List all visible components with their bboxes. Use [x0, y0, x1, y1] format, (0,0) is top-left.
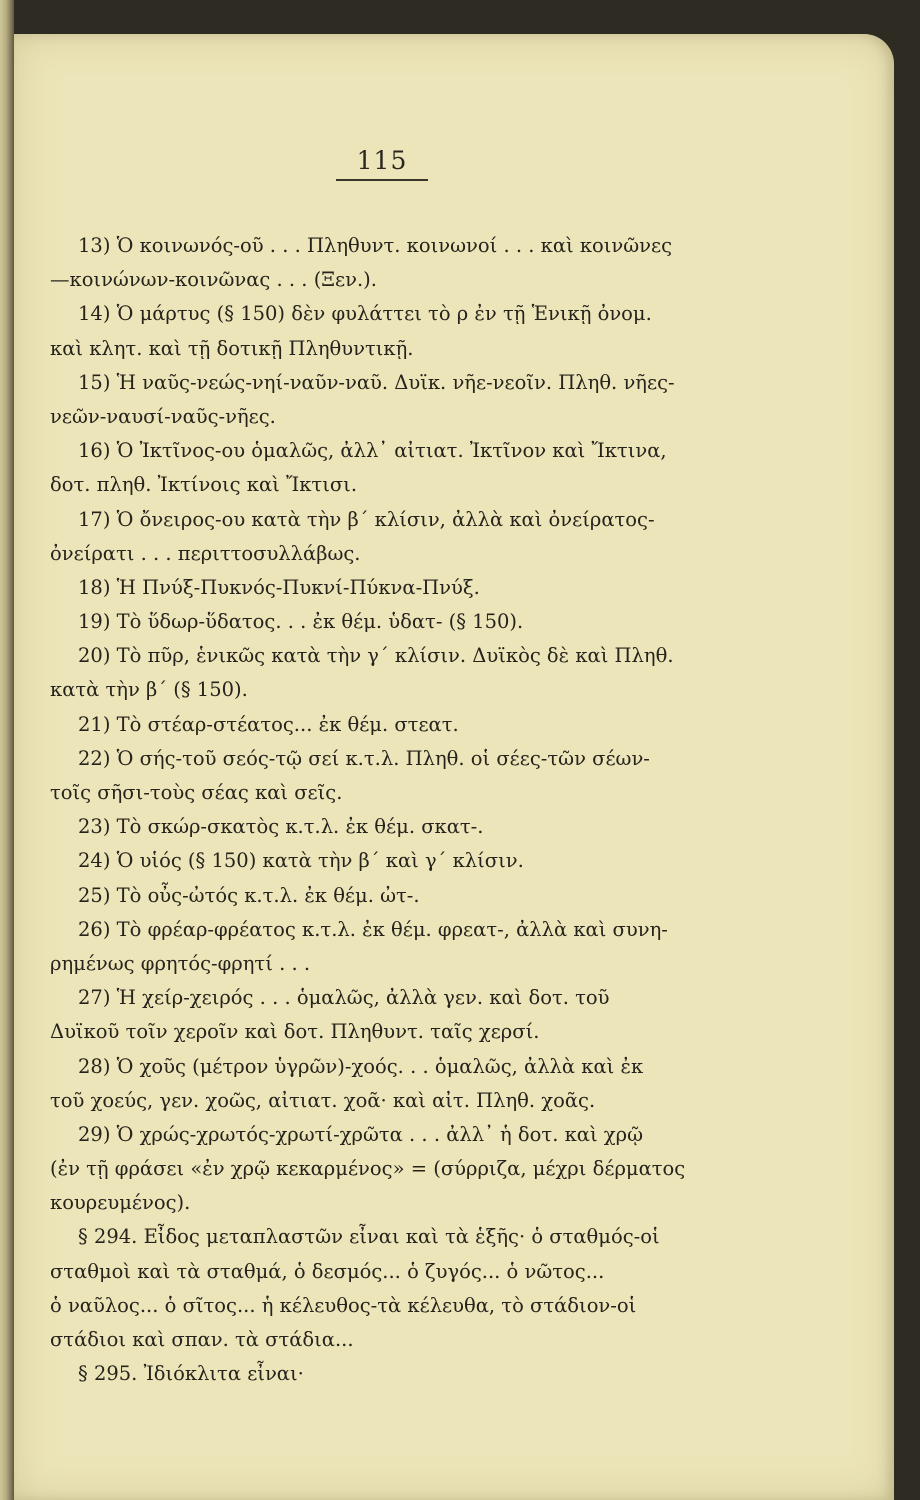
page-body: [50, 229, 750, 1391]
text-line: (ἐν τῇ φράσει «ἐν χρῷ κεκαρμένος» = (σύρριζα, μέχρι δέρματος: [50, 1157, 686, 1181]
text-line: 14) Ὁ μάρτυς (§ 150) δὲν φυλάττει τὸ ρ ἐν τῇ Ἑνικῇ ὀνομ.: [78, 302, 652, 326]
text-line: § 294. Εἶδος μεταπλαστῶν εἶναι καὶ τὰ ἑξῆς· ὁ σταθμός-οἱ: [78, 1225, 660, 1249]
text-line: 29) Ὁ χρώς-χρωτός-χρωτί-χρῶτα . . . ἀλλ᾽ ἡ δοτ. καὶ χρῷ: [78, 1122, 643, 1146]
binding-edge: [0, 0, 14, 1500]
page-number: 115: [356, 146, 408, 175]
text-line: 28) Ὁ χοῦς (μέτρον ὑγρῶν)-χοός. . . ὁμαλῶς, ἀλλὰ καὶ ἐκ: [78, 1054, 644, 1078]
text-line: 13) Ὁ κοινωνός-οῦ . . . Πληθυντ. κοινωνοί . . . καὶ κοινῶνες: [78, 234, 673, 257]
text-line: ρημένως φρητός-φρητί . . .: [50, 951, 311, 975]
text-line: 16) Ὁ Ἰκτῖνος-ου ὁμαλῶς, ἀλλ᾽ αἰτιατ. Ἰκτῖνον καὶ Ἴκτινα,: [78, 439, 667, 463]
text-line: τοῖς σῆσι-τοὺς σέας καὶ σεῖς.: [50, 781, 343, 804]
page-number-rule: [336, 179, 428, 181]
text-line: 27) Ἡ χείρ-χειρός . . . ὁμαλῶς, ἀλλὰ γεν. καὶ δοτ. τοῦ: [78, 986, 610, 1010]
text-line: στάδιοι καὶ σπαν. τὰ στάδια...: [50, 1328, 354, 1351]
text-line: δοτ. πληθ. Ἰκτίνοις καὶ Ἴκτισι.: [50, 473, 358, 497]
text-line: 23) Τὸ σκώρ-σκατὸς κ.τ.λ. ἐκ θέμ. σκατ-.: [78, 815, 484, 839]
text-line: 17) Ὁ ὄνειρος-ου κατὰ τὴν β΄ κλίσιν, ἀλλὰ καὶ ὀνείρατος-: [78, 507, 655, 531]
text-line: νεῶν-ναυσί-ναῦς-νῆες.: [50, 404, 276, 428]
text-line: 25) Τὸ οὖς-ὠτός κ.τ.λ. ἐκ θέμ. ὠτ-.: [78, 883, 420, 907]
text-line: σταθμοὶ καὶ τὰ σταθμά, ὁ δεσμός... ὁ ζυγός... ὁ νῶτος...: [50, 1259, 605, 1283]
text-line: —κοινώνων-κοινῶνας . . . (Ξεν.).: [50, 268, 377, 292]
book-page: [14, 34, 894, 1500]
text-line: § 295. Ἰδιόκλιτα εἶναι·: [78, 1362, 304, 1386]
text-line: τοῦ χοεύς, γεν. χοῶς, αἰτιατ. χοᾶ· καὶ αἰτ. Πληθ. χοᾶς.: [50, 1088, 596, 1112]
text-line: 22) Ὁ σής-τοῦ σεός-τῷ σεί κ.τ.λ. Πληθ. οἱ σέες-τῶν σέων-: [78, 746, 650, 770]
text-line: 26) Τὸ φρέαρ-φρέατος κ.τ.λ. ἐκ θέμ. φρεατ-, ἀλλὰ καὶ συνη-: [78, 917, 668, 941]
text-line: 20) Τὸ πῦρ, ἑνικῶς κατὰ τὴν γ΄ κλίσιν. Δυϊκὸς δὲ καὶ Πληθ.: [78, 644, 674, 668]
text-line: καὶ κλητ. καὶ τῇ δοτικῇ Πληθυντικῇ.: [50, 336, 414, 360]
text-line: κουρευμένος).: [50, 1191, 191, 1215]
text-line: 18) Ἡ Πνύξ-Πυκνός-Πυκνί-Πύκνα-Πνύξ.: [78, 575, 480, 599]
text-line: 19) Τὸ ὕδωρ-ὕδατος. . . ἐκ θέμ. ὑδατ- (§ 150).: [78, 610, 524, 634]
text-line: ὁ ναῦλος... ὁ σῖτος... ἡ κέλευθος-τὰ κέλευθα, τὸ στάδιον-οἱ: [50, 1293, 637, 1317]
text-line: ὀνείρατι . . . περιττοσυλλάβως.: [50, 541, 361, 565]
text-line: Δυϊκοῦ τοῖν χεροῖν καὶ δοτ. Πληθυντ. ταῖς χερσί.: [50, 1020, 540, 1044]
text-line: 15) Ἡ ναῦς-νεώς-νηί-ναῦν-ναῦ. Δυϊκ. νῆε-νεοῖν. Πληθ. νῆες-: [78, 370, 675, 394]
text-line: 24) Ὁ υἱός (§ 150) κατὰ τὴν β΄ καὶ γ΄ κλίσιν.: [78, 849, 524, 873]
text-line: 21) Τὸ στέαρ-στέατος... ἐκ θέμ. στεατ.: [78, 712, 459, 736]
text-line: κατὰ τὴν β΄ (§ 150).: [50, 678, 248, 702]
